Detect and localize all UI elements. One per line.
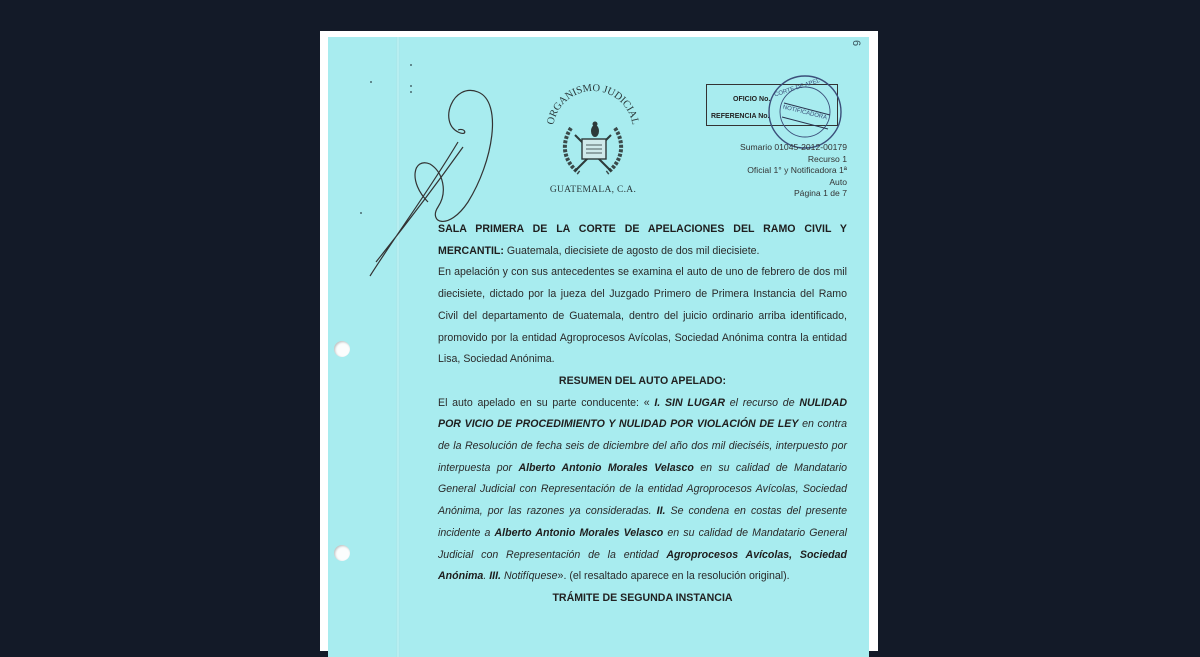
oficial-label: Oficial 1° y Notificadora 1ª	[747, 165, 847, 176]
summary-text: en su calidad de Mandatario General Judicial con Representación de la entidad	[438, 526, 847, 561]
oficio-label: OFICIO No.	[733, 96, 771, 103]
document-heading	[438, 219, 847, 262]
summary-text: en contra de la Resolución de fecha seis de diciembre del año dos mil dieciséis, interpuesto por interpuesta por	[438, 418, 847, 474]
punch-hole	[334, 545, 350, 561]
summary-bold: Alberto Antonio Morales Velasco	[494, 526, 664, 539]
svg-text:NOTIFICADORA: NOTIFICADORA	[782, 104, 828, 122]
summary-bold: Agroprocesos Avícolas, Sociedad Anónima	[438, 548, 847, 583]
scan-speck	[410, 64, 412, 66]
organismo-judicial-seal	[538, 83, 648, 195]
svg-text:ORGANISMO JUDICIAL: ORGANISMO JUDICIAL	[545, 83, 641, 126]
summary-bold: III.	[489, 570, 501, 583]
court-stamp-icon	[766, 73, 844, 151]
document-type: Auto	[829, 176, 847, 187]
punch-hole	[334, 341, 350, 357]
summary-bold: II.	[656, 505, 666, 518]
section-title-resumen: RESUMEN DEL AUTO APELADO:	[558, 374, 727, 387]
sumario-number: Sumario 01045-2012-00179	[739, 142, 847, 152]
court-name: SALA PRIMERA DE LA CORTE DE APELACIONES DEL RAMO CIVIL Y MERCANTIL:	[438, 223, 847, 257]
document-body	[438, 219, 847, 610]
section-title-tramite: TRÁMITE DE SEGUNDA INSTANCIA	[552, 591, 733, 604]
summary-text: ». (el resaltado aparece en la resolución original).	[557, 570, 790, 583]
summary-text: en su calidad de Mandatario General Judicial con Representación de la entidad Agroprocesos Avícolas, Sociedad Anónima, por las razones ya consideradas.	[438, 461, 847, 518]
summary-text: Se condena en costas del presente incidente a	[438, 505, 848, 539]
summary-paragraph	[438, 393, 847, 588]
case-metadata	[740, 142, 847, 200]
heading-date: Guatemala, diecisiete de agosto de dos mil diecisiete.	[503, 244, 760, 257]
summary-bold: NULIDAD POR VICIO DE PROCEDIMIENTO Y NULIDAD POR VIOLACIÓN DE LEY	[438, 396, 847, 431]
seal-country-label: GUATEMALA, C.A.	[549, 185, 637, 195]
scanned-page	[320, 31, 878, 651]
intro-paragraph: En apelación y con sus antecedentes se examina el auto de uno de febrero de dos mil diecisiete, dictado por la jueza del Juzgado Primero de Primera Instancia del Ramo Civil del departamento de Guatemala, dentro del juicio ordinario arriba identificado, promovido por la entidad Agroprocesos Avícolas, Sociedad Anónima contra la entidad Lisa, Sociedad Anónima.	[438, 266, 847, 366]
summary-text: .	[483, 570, 490, 583]
scan-speck	[360, 212, 362, 214]
recurso-number: Recurso 1	[807, 153, 847, 164]
page-indicator: Página 1 de 7	[793, 188, 847, 199]
document-paper	[328, 37, 869, 657]
page-corner-mark: 6	[849, 39, 862, 47]
svg-text:CORTE DE APEL: CORTE DE APEL	[773, 78, 821, 99]
referencia-label: REFERENCIA No.	[711, 113, 770, 120]
summary-text: el recurso de	[725, 396, 800, 409]
summary-bold: Alberto Antonio Morales Velasco	[518, 461, 694, 474]
coat-of-arms-icon	[543, 83, 643, 183]
summary-text: Notifíquese	[501, 570, 558, 583]
summary-text: El auto apelado en su parte conducente: «	[438, 396, 655, 409]
summary-bold: I. SIN LUGAR	[654, 396, 726, 409]
